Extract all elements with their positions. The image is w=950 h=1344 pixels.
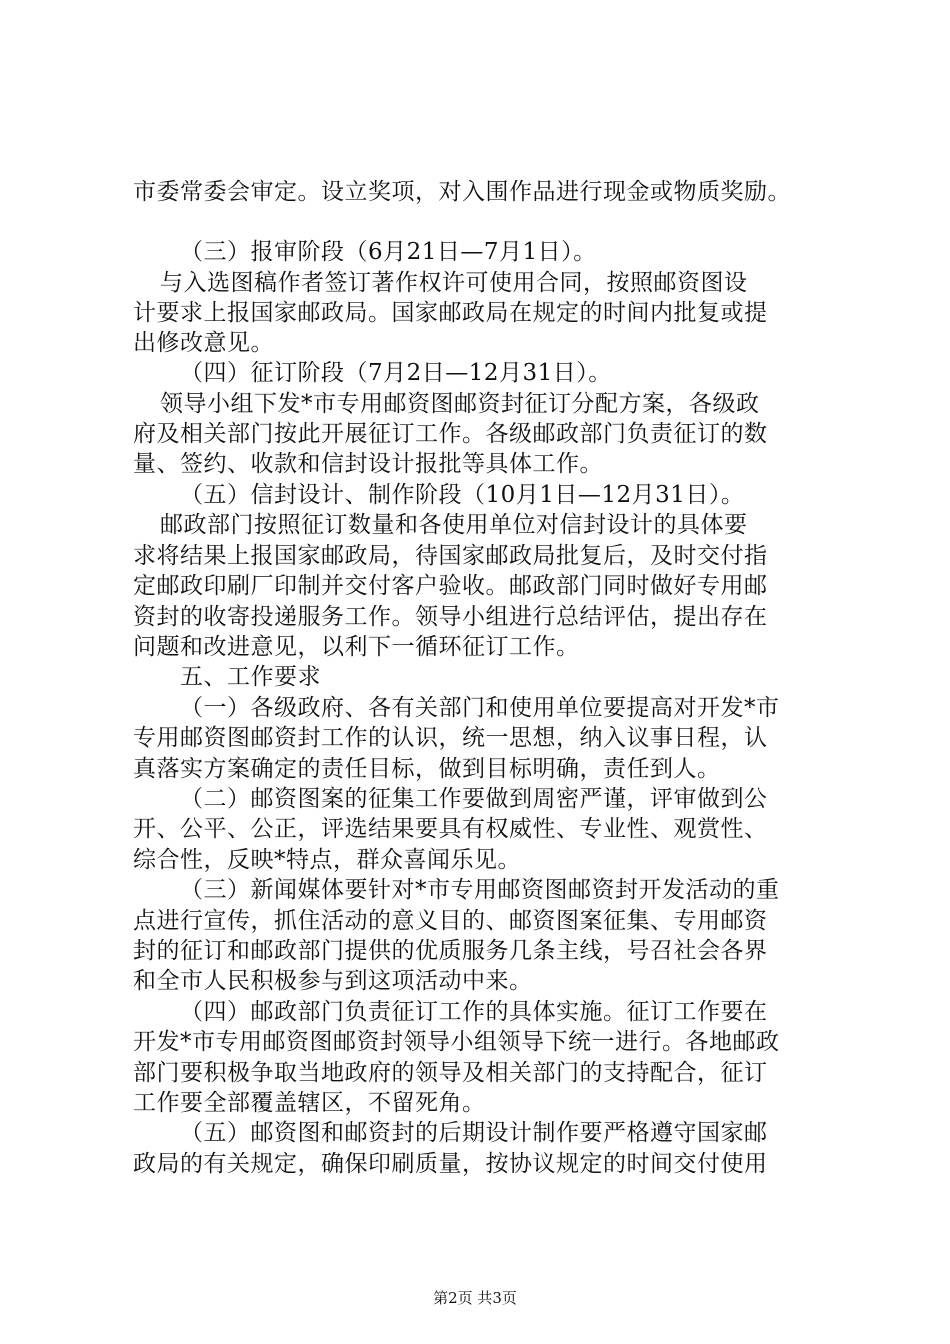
text-line: （一）各级政府、各有关部门和使用单位要提高对开发*市 (180, 695, 780, 721)
text-line: 政局的有关规定，确保印刷质量，按协议规定的时间交付使用 (133, 1151, 768, 1177)
text-line: 定邮政印刷厂印制并交付客户验收。邮政部门同时做好专用邮 (133, 573, 768, 599)
text-line: （四）邮政部门负责征订工作的具体实施。征订工作要在 (180, 999, 768, 1025)
text-line: 出修改意见。 (133, 330, 274, 356)
text-line: 专用邮资图邮资封工作的认识，统一思想，纳入议事日程，认 (133, 725, 768, 751)
text-line: 领导小组下发*市专用邮资图邮资封征订分配方案，各级政 (160, 391, 760, 417)
text-line: 综合性，反映*特点，群众喜闻乐见。 (133, 847, 521, 873)
text-line: 和全市人民积极参与到这项活动中来。 (133, 968, 533, 994)
section-heading: （五）信封设计、制作阶段（10月1日—12月31日）。 (180, 482, 745, 508)
text-line: 市委常委会审定。设立奖项，对入围作品进行现金或物质奖励。 (133, 179, 791, 205)
section-heading: （三）报审阶段（6月21日—7月1日）。 (180, 239, 597, 265)
text-line: 与入选图稿作者签订著作权许可使用合同，按照邮资图设 (160, 270, 748, 296)
text-line: 邮政部门按照征订数量和各使用单位对信封设计的具体要 (160, 512, 748, 538)
text-line: （二）邮资图案的征集工作要做到周密严谨，评审做到公 (180, 786, 768, 812)
text-line: 封的征订和邮政部门提供的优质服务几条主线，号召社会各界 (133, 938, 768, 964)
text-line: （三）新闻媒体要针对*市专用邮资图邮资封开发活动的重 (180, 877, 780, 903)
text-line: 点进行宣传，抓住活动的意义目的、邮资图案征集、专用邮资 (133, 908, 768, 934)
text-line: 计要求上报国家邮政局。国家邮政局在规定的时间内批复或提 (133, 300, 768, 326)
text-line: 府及相关部门按此开展征订工作。各级邮政部门负责征订的数 (133, 421, 768, 447)
text-line: （五）邮资图和邮资封的后期设计制作要严格遵守国家邮 (180, 1120, 768, 1146)
text-line: 量、签约、收款和信封设计报批等具体工作。 (133, 451, 603, 477)
text-line: 求将结果上报国家邮政局，待国家邮政局批复后，及时交付指 (133, 543, 768, 569)
text-line: 问题和改进意见，以利下一循环征订工作。 (133, 634, 580, 660)
text-line: 真落实方案确定的责任目标，做到目标明确，责任到人。 (133, 756, 721, 782)
page-footer: 第2页 共3页 (433, 1289, 517, 1307)
text-line: 开、公平、公正，评选结果要具有权威性、专业性、观赏性、 (133, 816, 768, 842)
text-line: 工作要全部覆盖辖区，不留死角。 (133, 1090, 486, 1116)
text-line: 开发*市专用邮资图邮资封领导小组领导下统一进行。各地邮政 (133, 1029, 780, 1055)
text-line: 资封的收寄投递服务工作。领导小组进行总结评估，提出存在 (133, 604, 768, 630)
text-line: 部门要积极争取当地政府的领导及相关部门的支持配合，征订 (133, 1060, 768, 1086)
section-heading: 五、工作要求 (180, 664, 321, 690)
section-heading: （四）征订阶段（7月2日—12月31日）。 (180, 360, 612, 386)
